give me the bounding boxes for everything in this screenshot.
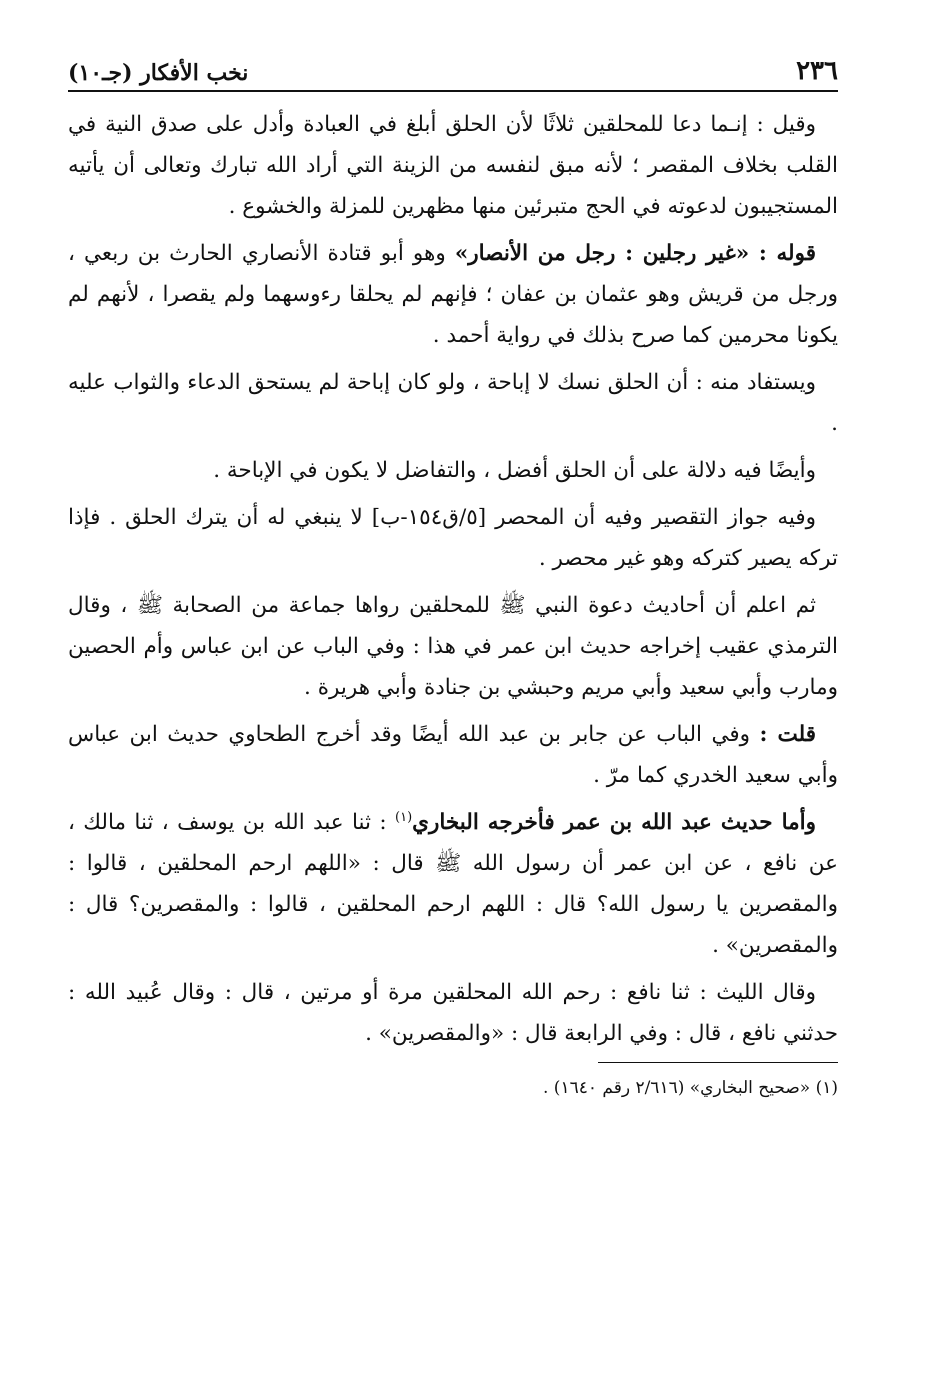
footnote: (١) «صحيح البخاري» (٢/٦١٦ رقم ١٦٤٠) . (543, 1078, 838, 1098)
paragraph (68, 585, 838, 708)
paragraph (68, 362, 838, 444)
paragraph-text: وفي الباب عن جابر بن عبد الله أيضًا وقد أخرج الطحاوي حديث ابن عباس وأبي سعيد الخدري كما مرّ . (68, 722, 838, 788)
paragraph-text: ويستفاد منه : أن الحلق نسك لا إباحة ، ولو كان إباحة لم يستحق الدعاء والثواب عليه . (68, 370, 838, 436)
body-text (68, 104, 838, 1054)
paragraph-text: وهو أبو قتادة الأنصاري الحارث بن ربعي ، ورجل من قريش وهو عثمان بن عفان ؛ فإنهم لم يحلقا رءوسهما ولم يقصرا ، لأنهم لم يكونا محرمين كما صرح بذلك في رواية أحمد . (68, 241, 838, 348)
book-page (68, 52, 838, 1342)
paragraph-text: وقال الليث : ثنا نافع : رحم الله المحلقين مرة أو مرتين ، قال : وقال عُبيد الله : حدثني نافع ، قال : وفي الرابعة قال : «والمقصرين» . (68, 980, 838, 1046)
page-number: ٢٣٦ (796, 56, 838, 86)
paragraph (68, 802, 838, 966)
paragraph (68, 972, 838, 1054)
paragraph-text: وقيل : إنـما دعا للمحلقين ثلاثًا لأن الحلق أبلغ في العبادة وأدل على صدق النية في القلب بخلاف المقصر ؛ لأنه مبق لنفسه من الزينة التي أراد الله تبارك وتعالى أن يأتيه المستجيبون لدعوته في الحج متبرئين منها مظهرين للمزلة والخشوع . (68, 112, 838, 219)
footnote-reference: (١) (395, 809, 413, 825)
paragraph-text: وفيه جواز التقصير وفيه أن المحصر [٥/ق١٥٤-ب] لا ينبغي له أن يترك الحلق . فإذا تركه يصير كتركه وهو غير محصر . (68, 505, 838, 571)
paragraph-lead: وأما حديث عبد الله بن عمر فأخرجه البخاري (412, 810, 817, 835)
paragraph (68, 104, 838, 227)
page-header (68, 52, 838, 92)
paragraph-text: : ثنا عبد الله بن يوسف ، ثنا مالك ، عن نافع ، عن ابن عمر أن رسول الله ﷺ قال : «اللهم ارحم المحلقين ، قالوا : والمقصرين يا رسول الله؟ قال : اللهم ارحم المحلقين ، قالوا : والمقصرين؟ قال : والمقصرين» . (68, 810, 838, 958)
paragraph (68, 450, 838, 491)
paragraph-lead: قوله : «غير رجلين : رجل من الأنصار» (454, 241, 816, 266)
paragraph (68, 497, 838, 579)
paragraph (68, 233, 838, 356)
paragraph-text: وأيضًا فيه دلالة على أن الحلق أفضل ، والتفاضل لا يكون في الإباحة . (213, 458, 816, 483)
paragraph-text: ثم اعلم أن أحاديث دعوة النبي ﷺ للمحلقين رواها جماعة من الصحابة ﷺ ، وقال الترمذي عقيب إخراجه حديث ابن عمر في هذا : وفي الباب عن ابن عباس وأم الحصين ومارب وأبي سعيد وأبي مريم وحبشي بن جنادة وأبي هريرة . (68, 593, 838, 700)
footnotes (68, 1073, 838, 1103)
paragraph (68, 714, 838, 796)
paragraph-lead: قلت : (759, 722, 816, 747)
footnote-divider (598, 1062, 838, 1063)
running-title: نخب الأفكار (جـ١٠) (68, 60, 249, 86)
